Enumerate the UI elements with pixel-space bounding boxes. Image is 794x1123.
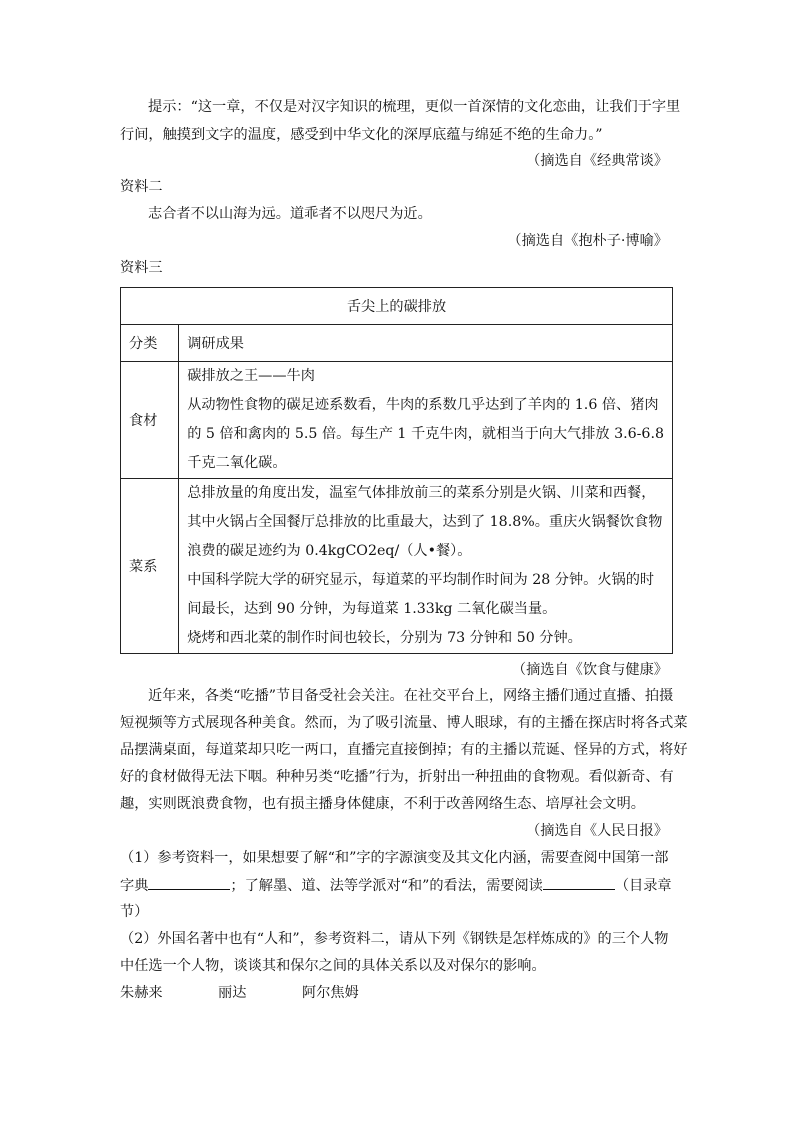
resource-three-title: 资料三 <box>120 260 163 276</box>
question-1-text-a: 字典 <box>120 878 149 894</box>
findings-line: 总排放量的角度出发，温室气体排放前三的菜系分别是火锅、川菜和西餐， <box>187 485 656 501</box>
character-option: 朱赫来 <box>120 985 163 1001</box>
table-caption: 舌尖上的碳排放 <box>121 288 673 325</box>
question-1-line-1: （1）参考资料一，如果想要了解“和”字的字源演变及其文化内涵，需要查阅中国第一部 <box>120 850 669 866</box>
carbon-emission-table <box>120 287 673 654</box>
question-1-line-3: 节） <box>120 904 149 920</box>
table-cell-findings <box>179 362 673 479</box>
article-line: 近年来，各类“吃播”节目备受社会关注。在社交平台上，网络主播们通过直播、拍摄 <box>148 688 674 704</box>
question-2-line-2: 中任选一个人物，谈谈其和保尔之间的具体关系以及对保尔的影响。 <box>120 958 546 974</box>
findings-line: 的 5 倍和禽肉的 5.5 倍。每生产 1 千克牛肉，就相当于向大气排放 3.6-6.8 <box>187 426 664 442</box>
findings-line: 中国科学院大学的研究显示，每道菜的平均制作时间为 28 分钟。火锅的时 <box>187 572 655 588</box>
findings-line: 碳排放之王——牛肉 <box>187 368 315 384</box>
resource-two-source: （摘选自《抱朴子·博喻》 <box>507 233 668 249</box>
findings-line: 间最长，达到 90 分钟，为每道菜 1.33kg 二氧化碳当量。 <box>187 601 557 617</box>
table-header-category: 分类 <box>121 325 179 362</box>
question-1-text-b: ；了解墨、道、法等学派对“和”的看法，需要阅读 <box>230 878 543 894</box>
resource-three-source: （摘选自《饮食与健康》 <box>511 662 668 678</box>
answer-blank-chapter[interactable] <box>543 875 615 890</box>
resource-two-text: 志合者不以山海为远。道乖者不以咫尺为近。 <box>148 206 432 222</box>
resource-one-source: （摘选自《经典常谈》 <box>526 153 668 169</box>
article-source: （摘选自《人民日报》 <box>526 823 668 839</box>
hint-line-2: 行间，触摸到文字的温度，感受到中华文化的深厚底蕴与绵延不绝的生命力。” <box>120 127 603 143</box>
article-line: 好的食材做得无法下咽。种种另类“吃播”行为，折射出一种扭曲的食物观。看似新奇、有 <box>120 769 674 785</box>
table-cell-category: 菜系 <box>121 479 179 654</box>
findings-line: 其中火锅占全国餐厅总排放的比重最大，达到了 18.8%。重庆火锅餐饮食物 <box>187 514 663 530</box>
table-cell-findings <box>179 479 673 654</box>
question-1-line-2 <box>120 875 672 896</box>
question-2-line-1: （2）外国名著中也有“人和”，参考资料二，请从下列《钢铁是怎样炼成的》的三个人物 <box>120 931 669 947</box>
findings-line: 浪费的碳足迹约为 0.4kgCO2eq/（人•餐）。 <box>187 543 472 559</box>
table-header-findings: 调研成果 <box>179 325 673 362</box>
table-row <box>121 479 673 654</box>
article-line: 短视频等方式展现各种美食。然而，为了吸引流量、博人眼球，有的主播在探店时将各式菜 <box>120 715 688 731</box>
table-cell-category: 食材 <box>121 362 179 479</box>
hint-line-1: 提示：“这一章，不仅是对汉字知识的梳理，更似一首深情的文化恋曲，让我们于字里 <box>148 99 681 115</box>
character-option: 阿尔焦姆 <box>302 985 359 1001</box>
article-line: 趣，实则既浪费食物，也有损主播身体健康，不利于改善网络生态、培厚社会文明。 <box>120 796 645 812</box>
resource-two-title: 资料二 <box>120 179 163 195</box>
findings-line: 千克二氧化碳。 <box>187 455 287 471</box>
table-row <box>121 362 673 479</box>
question-1-text-c: （目录章 <box>614 878 672 894</box>
article-line: 品摆满桌面，每道菜却只吃一两口，直播完直接倒掉；有的主播以荒诞、怪异的方式，将好 <box>120 742 688 758</box>
findings-line: 从动物性食物的碳足迹系数看，牛肉的系数几乎达到了羊肉的 1.6 倍、猪肉 <box>187 397 659 413</box>
findings-line: 烧烤和西北菜的制作时间也较长，分别为 73 分钟和 50 分钟。 <box>187 630 582 646</box>
character-option: 丽达 <box>218 985 247 1001</box>
answer-blank-dictionary[interactable] <box>148 875 230 890</box>
